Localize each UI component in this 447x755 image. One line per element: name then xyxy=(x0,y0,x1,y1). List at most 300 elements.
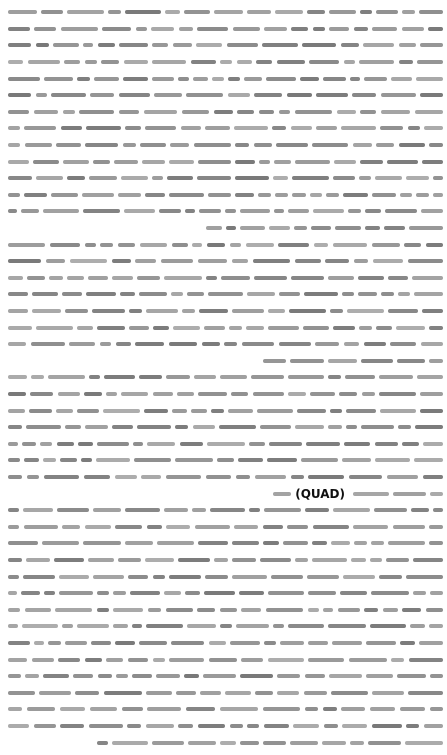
word-mark xyxy=(364,608,378,612)
word-mark xyxy=(230,641,260,645)
word-mark xyxy=(21,209,39,213)
word-mark xyxy=(421,209,443,213)
word-mark xyxy=(85,658,102,662)
word-mark xyxy=(379,392,416,396)
word-mark xyxy=(393,492,426,496)
word-mark xyxy=(83,209,120,213)
word-mark xyxy=(8,276,23,280)
word-mark xyxy=(372,724,402,728)
word-mark xyxy=(430,591,443,595)
word-mark xyxy=(8,608,20,612)
word-mark xyxy=(34,27,56,31)
word-mark xyxy=(400,707,425,711)
word-mark xyxy=(212,77,224,81)
word-mark xyxy=(372,243,400,247)
word-mark xyxy=(257,409,293,413)
word-mark xyxy=(61,126,82,130)
word-mark xyxy=(429,359,443,363)
word-mark xyxy=(330,309,343,313)
word-mark xyxy=(290,741,318,745)
word-mark xyxy=(230,724,243,728)
word-mark xyxy=(145,126,176,130)
word-mark xyxy=(49,276,63,280)
word-mark xyxy=(139,641,167,645)
article-line xyxy=(4,120,443,137)
word-mark xyxy=(67,176,85,180)
word-mark xyxy=(302,43,336,47)
word-mark xyxy=(260,558,291,562)
word-mark xyxy=(376,10,398,14)
word-mark xyxy=(119,43,148,47)
word-mark xyxy=(371,591,409,595)
word-mark xyxy=(70,259,107,263)
word-mark xyxy=(185,591,200,595)
word-mark xyxy=(264,724,289,728)
word-mark xyxy=(345,375,375,379)
word-mark xyxy=(429,326,443,330)
word-mark xyxy=(112,259,131,263)
word-mark xyxy=(268,309,285,313)
word-mark xyxy=(360,110,376,114)
word-mark xyxy=(413,591,426,595)
word-mark xyxy=(246,243,274,247)
word-mark xyxy=(406,575,443,579)
word-mark xyxy=(234,126,268,130)
word-mark xyxy=(8,60,23,64)
word-mark xyxy=(24,193,47,197)
word-mark xyxy=(8,326,32,330)
word-mark xyxy=(86,126,121,130)
word-mark xyxy=(34,641,44,645)
word-mark xyxy=(94,77,119,81)
word-mark xyxy=(304,691,327,695)
word-mark xyxy=(307,10,325,14)
word-mark xyxy=(208,193,231,197)
word-mark xyxy=(119,93,150,97)
word-mark xyxy=(115,475,137,479)
word-mark xyxy=(351,558,366,562)
word-mark xyxy=(292,176,329,180)
word-mark xyxy=(349,475,382,479)
word-mark xyxy=(312,143,348,147)
word-mark xyxy=(100,342,111,346)
article-line xyxy=(4,319,443,336)
word-mark xyxy=(264,641,276,645)
word-mark xyxy=(419,10,443,14)
word-mark xyxy=(147,525,162,529)
word-mark xyxy=(239,591,264,595)
word-mark xyxy=(62,292,82,296)
word-mark xyxy=(303,326,329,330)
word-mark xyxy=(85,243,96,247)
word-mark xyxy=(361,359,393,363)
word-mark xyxy=(27,475,39,479)
word-mark xyxy=(147,442,175,446)
word-mark xyxy=(144,409,168,413)
word-mark xyxy=(63,110,75,114)
word-mark xyxy=(236,624,269,628)
word-mark xyxy=(130,591,160,595)
word-mark xyxy=(340,591,367,595)
word-mark xyxy=(220,624,232,628)
word-mark xyxy=(26,558,50,562)
article-body xyxy=(4,0,443,755)
word-mark xyxy=(24,126,56,130)
word-mark xyxy=(32,309,61,313)
word-mark xyxy=(25,674,39,678)
word-mark xyxy=(290,359,324,363)
word-mark xyxy=(259,160,270,164)
word-mark xyxy=(408,691,443,695)
article-line xyxy=(4,618,443,635)
word-mark xyxy=(359,60,394,64)
word-mark xyxy=(166,608,193,612)
word-mark xyxy=(417,375,443,379)
word-mark xyxy=(244,77,262,81)
word-mark xyxy=(330,409,342,413)
word-mark xyxy=(36,43,49,47)
word-mark xyxy=(118,193,141,197)
word-mark xyxy=(328,375,341,379)
word-mark xyxy=(193,77,208,81)
word-mark xyxy=(106,392,117,396)
word-mark xyxy=(8,575,19,579)
word-mark xyxy=(152,60,186,64)
word-mark xyxy=(346,409,376,413)
word-mark xyxy=(60,707,85,711)
word-mark xyxy=(148,608,161,612)
word-mark xyxy=(59,591,93,595)
word-mark xyxy=(97,741,108,745)
word-mark xyxy=(375,442,398,446)
article-line xyxy=(4,519,443,536)
word-mark xyxy=(191,60,216,64)
word-mark xyxy=(30,392,53,396)
word-mark xyxy=(118,243,135,247)
word-mark xyxy=(350,77,360,81)
article-line xyxy=(4,685,443,702)
word-mark xyxy=(399,143,425,147)
word-mark xyxy=(229,326,242,330)
word-mark xyxy=(347,309,384,313)
word-mark xyxy=(43,458,56,462)
word-mark xyxy=(198,259,227,263)
word-mark xyxy=(53,43,79,47)
word-mark xyxy=(144,110,177,114)
word-mark xyxy=(273,176,288,180)
word-mark xyxy=(363,43,394,47)
word-mark xyxy=(421,342,443,346)
word-mark xyxy=(116,342,131,346)
word-mark xyxy=(413,558,443,562)
word-mark xyxy=(235,160,255,164)
word-mark xyxy=(288,392,306,396)
word-mark xyxy=(56,143,81,147)
word-mark xyxy=(397,359,425,363)
word-mark xyxy=(8,243,45,247)
word-mark xyxy=(27,707,55,711)
word-mark xyxy=(381,110,410,114)
word-mark xyxy=(178,77,189,81)
word-mark xyxy=(192,243,202,247)
word-mark xyxy=(417,60,443,64)
word-mark xyxy=(316,93,348,97)
word-mark xyxy=(429,143,443,147)
word-mark xyxy=(108,10,121,14)
word-mark xyxy=(169,342,197,346)
word-mark xyxy=(166,525,190,529)
word-mark xyxy=(197,608,215,612)
word-mark xyxy=(122,707,143,711)
word-mark xyxy=(410,624,425,628)
word-mark xyxy=(247,10,271,14)
word-mark xyxy=(152,43,168,47)
article-line xyxy=(4,253,443,270)
word-mark xyxy=(288,209,309,213)
word-mark xyxy=(8,77,40,81)
word-mark xyxy=(343,193,368,197)
word-mark xyxy=(65,425,81,429)
word-mark xyxy=(129,309,142,313)
word-mark xyxy=(273,492,291,496)
word-mark xyxy=(175,458,213,462)
word-mark xyxy=(328,624,366,628)
article-line xyxy=(4,353,443,370)
word-mark xyxy=(323,77,346,81)
word-mark xyxy=(194,143,231,147)
word-mark xyxy=(372,193,396,197)
article-line xyxy=(4,336,443,353)
word-mark xyxy=(416,193,429,197)
word-mark xyxy=(46,259,65,263)
word-mark xyxy=(32,292,58,296)
word-mark xyxy=(315,342,339,346)
word-mark xyxy=(112,425,133,429)
word-mark xyxy=(83,541,121,545)
word-mark xyxy=(354,541,367,545)
word-mark xyxy=(258,193,271,197)
word-mark xyxy=(429,525,443,529)
word-mark xyxy=(329,10,356,14)
word-mark xyxy=(232,575,267,579)
word-mark xyxy=(263,707,300,711)
word-mark xyxy=(113,591,126,595)
word-mark xyxy=(209,641,226,645)
word-mark xyxy=(8,176,32,180)
word-mark xyxy=(419,641,443,645)
word-mark xyxy=(305,707,318,711)
word-mark xyxy=(415,110,443,114)
word-mark xyxy=(343,575,375,579)
word-mark xyxy=(197,27,228,31)
word-mark xyxy=(140,243,167,247)
word-mark xyxy=(328,359,357,363)
word-mark xyxy=(119,110,139,114)
word-mark xyxy=(344,342,359,346)
word-mark xyxy=(104,691,142,695)
word-mark xyxy=(255,475,286,479)
word-mark xyxy=(314,243,328,247)
article-line xyxy=(4,535,443,552)
word-mark xyxy=(232,309,264,313)
word-mark xyxy=(370,558,382,562)
word-mark xyxy=(331,691,368,695)
word-mark xyxy=(141,475,161,479)
word-mark xyxy=(193,425,215,429)
word-mark xyxy=(263,525,283,529)
word-mark xyxy=(312,558,347,562)
word-mark xyxy=(424,126,443,130)
article-line xyxy=(4,402,443,419)
word-mark xyxy=(379,375,413,379)
word-mark xyxy=(147,707,181,711)
article-line xyxy=(4,452,443,469)
word-mark xyxy=(93,508,121,512)
word-mark xyxy=(146,691,172,695)
word-mark xyxy=(153,575,165,579)
word-mark xyxy=(333,243,367,247)
word-mark xyxy=(188,741,216,745)
word-mark xyxy=(25,143,52,147)
word-mark xyxy=(125,10,161,14)
word-mark xyxy=(247,292,275,296)
word-mark xyxy=(274,209,284,213)
word-mark xyxy=(180,442,203,446)
word-mark xyxy=(295,110,332,114)
word-mark xyxy=(371,541,384,545)
word-mark xyxy=(279,342,311,346)
word-mark xyxy=(184,10,210,14)
word-mark xyxy=(266,608,303,612)
word-mark xyxy=(169,575,201,579)
word-mark xyxy=(124,209,155,213)
word-mark xyxy=(8,674,21,678)
word-mark xyxy=(359,176,371,180)
word-mark xyxy=(203,674,236,678)
word-mark xyxy=(341,126,376,130)
word-mark xyxy=(240,209,270,213)
word-mark xyxy=(291,475,304,479)
word-mark xyxy=(8,624,18,628)
article-line xyxy=(4,37,443,54)
word-mark xyxy=(214,110,233,114)
word-mark xyxy=(420,93,443,97)
word-mark xyxy=(106,658,123,662)
word-mark xyxy=(316,126,337,130)
word-mark xyxy=(414,292,443,296)
word-mark xyxy=(84,475,110,479)
word-mark xyxy=(44,591,55,595)
word-mark xyxy=(268,658,304,662)
word-mark xyxy=(221,276,250,280)
word-mark xyxy=(375,176,402,180)
word-mark xyxy=(342,292,354,296)
word-mark xyxy=(51,93,86,97)
word-mark xyxy=(181,126,201,130)
word-mark xyxy=(247,724,259,728)
word-mark xyxy=(23,508,53,512)
word-mark xyxy=(36,176,63,180)
word-mark xyxy=(93,160,110,164)
word-mark xyxy=(173,43,192,47)
word-mark xyxy=(366,674,393,678)
word-mark xyxy=(83,43,93,47)
word-mark xyxy=(335,226,361,230)
word-mark xyxy=(412,276,443,280)
word-mark xyxy=(137,276,160,280)
word-mark xyxy=(226,226,236,230)
word-mark xyxy=(176,691,196,695)
word-mark xyxy=(397,674,426,678)
word-mark xyxy=(154,93,182,97)
word-mark xyxy=(420,392,443,396)
word-mark xyxy=(8,691,35,695)
word-mark xyxy=(115,641,135,645)
word-mark xyxy=(235,176,269,180)
word-mark xyxy=(227,43,258,47)
word-mark xyxy=(194,375,216,379)
word-mark xyxy=(241,608,261,612)
word-mark xyxy=(291,276,324,280)
word-mark xyxy=(27,276,45,280)
word-mark xyxy=(287,93,312,97)
word-mark xyxy=(206,276,217,280)
word-mark xyxy=(25,608,51,612)
word-mark xyxy=(323,608,333,612)
article-line xyxy=(4,469,443,486)
word-mark xyxy=(78,442,93,446)
word-mark xyxy=(225,209,236,213)
word-mark xyxy=(225,691,251,695)
word-mark xyxy=(273,624,284,628)
article-line xyxy=(4,153,443,170)
word-mark xyxy=(142,160,165,164)
word-mark xyxy=(406,176,429,180)
word-mark xyxy=(402,10,415,14)
word-mark xyxy=(391,658,404,662)
word-mark xyxy=(295,425,324,429)
word-mark xyxy=(220,608,237,612)
word-mark xyxy=(381,292,394,296)
word-mark xyxy=(329,674,362,678)
word-mark xyxy=(58,392,80,396)
word-mark xyxy=(121,176,148,180)
word-mark xyxy=(364,342,386,346)
article-line xyxy=(4,419,443,436)
word-mark xyxy=(254,143,272,147)
word-mark xyxy=(8,93,31,97)
word-mark xyxy=(8,209,17,213)
word-mark xyxy=(24,458,39,462)
word-mark xyxy=(346,425,357,429)
word-mark xyxy=(228,409,253,413)
word-mark xyxy=(232,541,259,545)
word-mark xyxy=(297,409,326,413)
word-mark xyxy=(287,525,308,529)
word-mark xyxy=(28,60,60,64)
word-mark xyxy=(271,575,303,579)
word-mark xyxy=(405,741,443,745)
word-mark xyxy=(89,724,123,728)
word-mark xyxy=(423,475,443,479)
word-mark xyxy=(125,541,153,545)
article-line xyxy=(4,303,443,320)
word-mark xyxy=(380,409,416,413)
word-mark xyxy=(376,143,394,147)
word-mark xyxy=(251,375,284,379)
word-mark xyxy=(54,558,84,562)
word-mark xyxy=(307,575,339,579)
